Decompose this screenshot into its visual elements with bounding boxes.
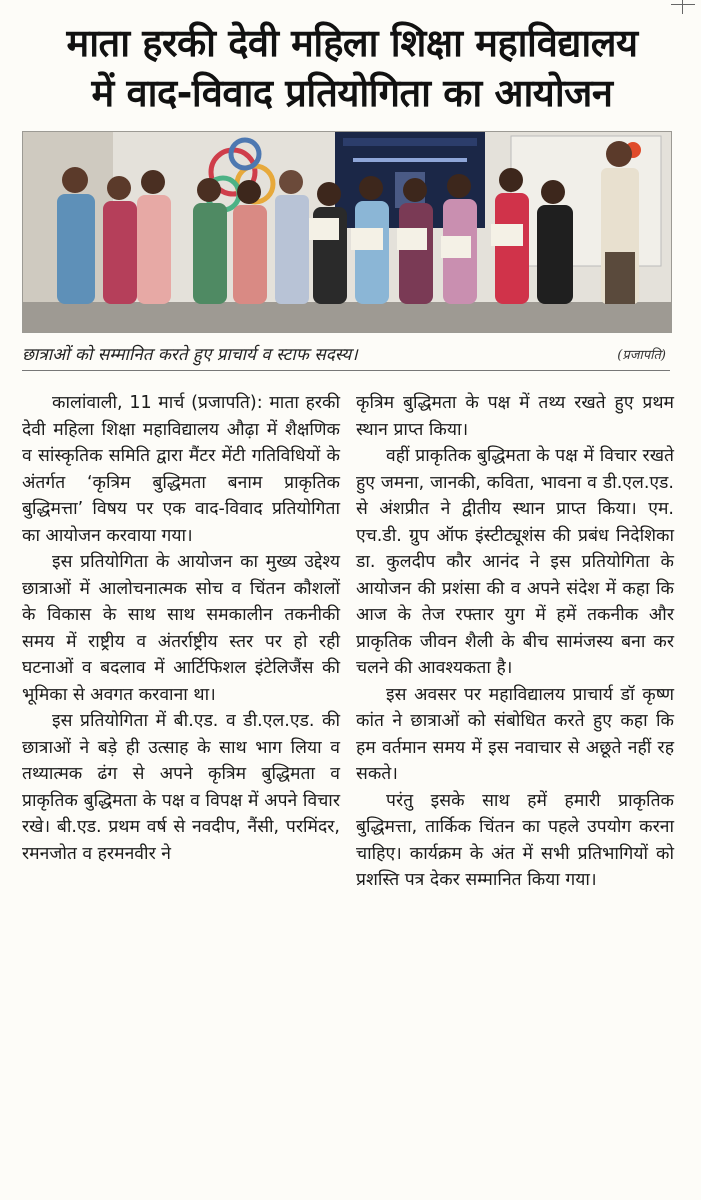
registration-mark: [671, 0, 695, 14]
headline-line-1: माता हरकी देवी महिला शिक्षा महाविद्यालय: [66, 21, 638, 65]
photo-caption-row: [22, 338, 670, 371]
photo-caption: छात्राओं को सम्मानित करते हुए प्राचार्य व स्टाफ सदस्य।: [22, 345, 358, 365]
article-column-left: [22, 390, 340, 867]
headline-line-2: में वाद-विवाद प्रतियोगिता का आयोजन: [91, 71, 613, 115]
group-photo-illustration: [23, 132, 671, 332]
article-column-right: [356, 390, 674, 894]
news-photo: [22, 131, 672, 333]
photo-credit: (प्रजापति): [617, 348, 666, 363]
article-paragraph: इस प्रतियोगिता में बी.एड. व डी.एल.एड. की छात्राओं ने बड़े ही उत्साह के साथ भाग लिया व तथ्यात्मक ढंग से अपने कृत्रिम बुद्धिमता व प्राकृतिक बुद्धिमता के पक्ष व विपक्ष में अपने विचार रखे। बी.एड. प्रथम वर्ष से नवदीप, नैंसी, परमिंदर, रमनजोत व हरमनवीर ने: [22, 711, 340, 864]
article-paragraph: कृत्रिम बुद्धिमता के पक्ष में तथ्य रखते हुए प्रथम स्थान प्राप्त किया।: [356, 393, 674, 440]
headline: [12, 18, 692, 118]
article-paragraph: कालांवाली, 11 मार्च (प्रजापति): माता हरकी देवी महिला शिक्षा महाविद्यालय औढ़ा में शैक्षणिक व सांस्कृतिक समिति द्वारा मैंटर मेंटी गतिविधियों के अंतर्गत ‘कृत्रिम बुद्धिमता बनाम प्राकृतिक बुद्धिमत्ता’ विषय पर एक वाद-विवाद प्रतियोगिता का आयोजन करवाया गया।: [22, 393, 340, 546]
article-paragraph: इस अवसर पर महाविद्यालय प्राचार्य डॉ कृष्ण कांत ने छात्राओं को संबोधित करते हुए कहा कि हम वर्तमान समय में इस नवाचार से अछूते नहीं रह सकते।: [356, 684, 674, 784]
article-paragraph: इस प्रतियोगिता के आयोजन का मुख्य उद्देश्य छात्राओं में आलोचनात्मक सोच व चिंतन कौशलों के विकास के साथ साथ समकालीन तकनीकी समय में राष्ट्रीय व अंतर्राष्ट्रीय स्तर पर हो रही घटनाओं व बदलाव में आर्टिफिशल इंटेलिजैंस की भूमिका से अवगत करवाना था।: [22, 552, 340, 705]
article-paragraph: वहीं प्राकृतिक बुद्धिमता के पक्ष में विचार रखते हुए जमना, जानकी, कविता, भावना व डी.एल.एड. से अंशप्रीत ने द्वीतीय स्थान प्राप्त किया। एम. एच.डी. ग्रुप ऑफ इंस्टीट्यूशंस की प्रबंध निदेशिका डा. कुलदीप कौर आनंद ने इस प्रतियोगिता के आयोजन की प्रशंसा की व अपने संदेश में कहा कि आज के तेज रफ्तार युग में हमें तकनीक और प्राकृतिक जीवन शैली के बीच सामंजस्य बना कर चलने की आवश्यकता है।: [356, 446, 674, 678]
article-paragraph: परंतु इसके साथ हमें हमारी प्राकृतिक बुद्धिमत्ता, तार्किक चिंतन का पहले उपयोग करना चाहिए। कार्यक्रम के अंत में सभी प्रतिभागियों को प्रशस्ति पत्र देकर सम्मानित किया गया।: [356, 790, 674, 890]
